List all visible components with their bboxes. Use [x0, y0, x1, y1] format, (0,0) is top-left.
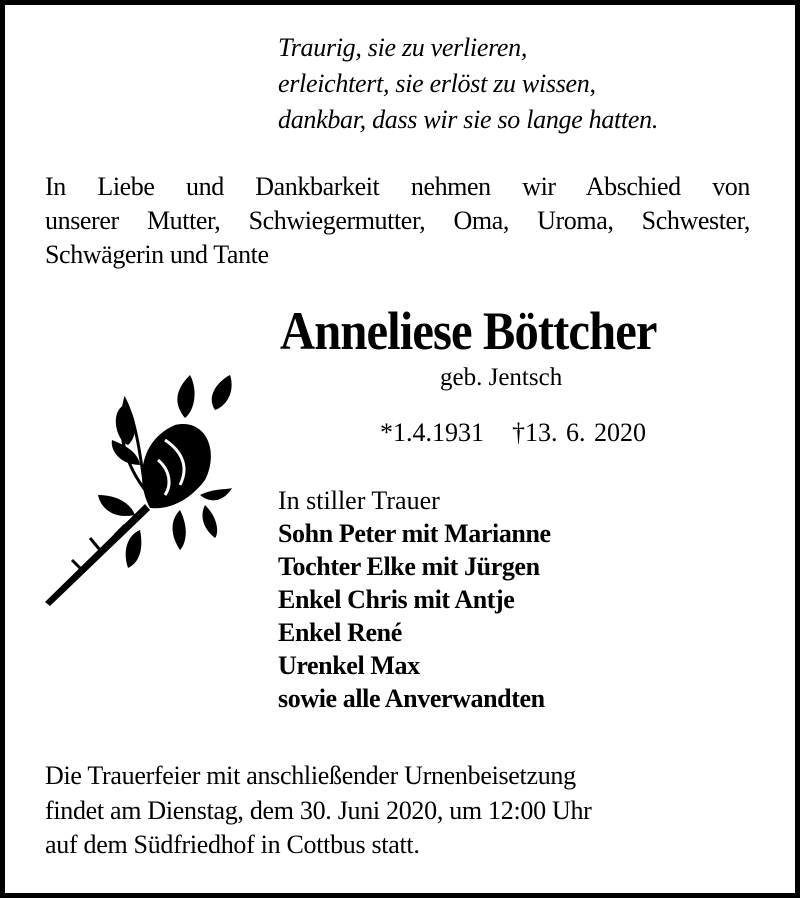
intro-line: Schwägerin und Tante [45, 240, 269, 269]
mourner-name: Urenkel Max [278, 651, 420, 680]
life-dates [380, 418, 646, 448]
closing-line: auf dem Südfriedhof in Cottbus statt. [45, 830, 420, 859]
funeral-details [45, 759, 592, 863]
intro-paragraph [45, 170, 750, 272]
mourner-name: Tochter Elke mit Jürgen [278, 552, 540, 581]
closing-line: findet am Dienstag, dem 30. Juni 2020, um 12:00 Uhr [45, 795, 592, 825]
memorial-quote [278, 30, 658, 138]
closing-line: Die Trauerfeier mit anschließender Urnenbeisetzung [45, 761, 576, 790]
quote-line: Traurig, sie zu verlieren, [278, 33, 528, 62]
quote-line: erleichtert, sie erlöst zu wissen, [278, 69, 596, 98]
mourner-name: Enkel Chris mit Antje [278, 585, 515, 614]
mourners-list [278, 484, 551, 715]
maiden-name: geb. Jentsch [440, 364, 563, 391]
mourners-heading: In stiller Trauer [278, 486, 440, 515]
intro-line: In Liebe und Dankbarkeit nehmen wir Abschied von [45, 172, 750, 201]
mourner-name: Enkel René [278, 618, 402, 647]
mourner-name: sowie alle Anverwandten [278, 684, 545, 713]
quote-line: dankbar, dass wir sie so lange hatten. [278, 105, 659, 134]
mourner-name: Sohn Peter mit Marianne [278, 519, 551, 548]
rose-icon [40, 370, 240, 610]
intro-line: unserer Mutter, Schwiegermutter, Oma, Uroma, Schwester, [45, 206, 750, 235]
death-date: †13. 6. 2020 [512, 418, 646, 447]
birth-date: *1.4.1931 [380, 418, 484, 447]
deceased-name: Anneliese Böttcher [280, 301, 657, 361]
